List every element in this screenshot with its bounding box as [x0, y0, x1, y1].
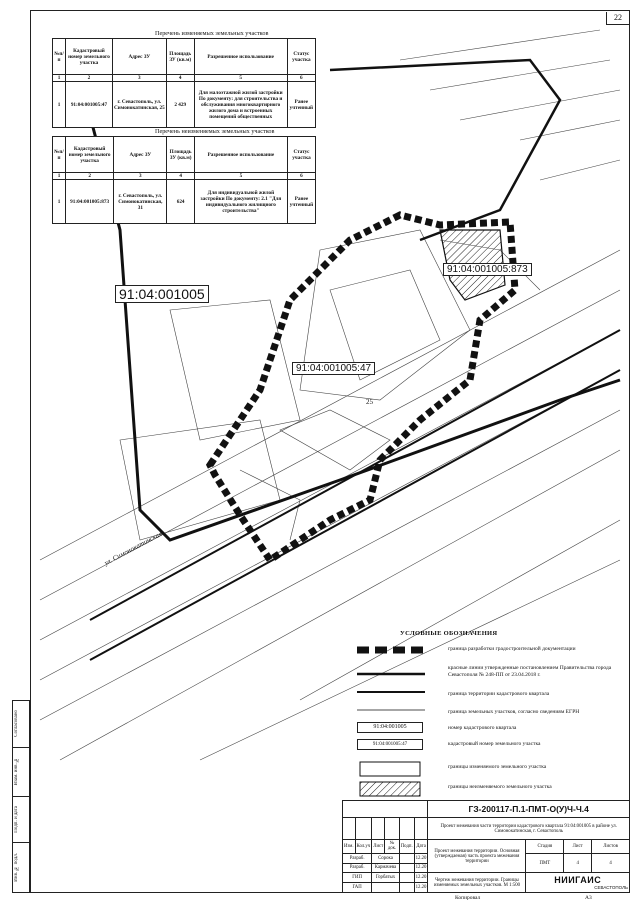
date: 12.20 [414, 883, 428, 893]
col-header: Статус участка [287, 39, 315, 75]
date: 12.20 [414, 853, 428, 863]
col-number: 3 [114, 173, 167, 180]
col-header: Кадастровый номер земельного участка [65, 137, 113, 173]
col-number: 4 [167, 173, 195, 180]
col-number: 2 [65, 173, 113, 180]
project-title: Проект межевания части территории кадастрового квартала 91:04:001005 в районе ул. Симонокатинская, г. Севастополь [428, 818, 630, 840]
sheet-label: Лист [564, 840, 592, 853]
col-number: 4 [166, 75, 194, 82]
col-header: №п/п [53, 137, 66, 173]
title-block [342, 800, 630, 893]
quarter-number-label: 91:04:001005 [115, 285, 209, 303]
legend-item: номер кадастрового квартала [448, 725, 517, 731]
col-header: Кол.уч [355, 840, 372, 853]
legend-title: УСЛОВНЫЕ ОБОЗНАЧЕНИЯ [400, 630, 498, 637]
name: Горбатых [372, 873, 399, 883]
table-changed [52, 38, 316, 128]
sheets-value: 4 [592, 853, 630, 873]
col-number: 1 [53, 173, 66, 180]
org-name: НИИГАИС [554, 875, 602, 886]
sheet-number: 22 [606, 12, 629, 25]
col-header: Дата [414, 840, 428, 853]
col-number: 1 [53, 75, 66, 82]
legend-item: кадастровый номер земельного участка [448, 741, 541, 747]
side-strip [12, 700, 30, 893]
sheet-value: 4 [564, 853, 592, 873]
date: 12.20 [414, 873, 428, 883]
name: Сорока [372, 853, 399, 863]
table-row: 1 91:04:001005:873 г. Севастополь, ул. Симонокатинская, 31 624 Для индивидуальной жилой застройки По документу: 2.1 "Для индивидуального жилищного строительства" Ранее учтенный [53, 180, 316, 224]
format-label: А3 [585, 895, 592, 901]
drawing-title: Чертеж межевания территории. Границы изменяемых земельных участков. М 1:500 [428, 873, 526, 893]
stage-label: Стадия [526, 840, 564, 853]
col-header: Разрешенное использование [194, 39, 287, 75]
col-header: Лист [372, 840, 385, 853]
legend-quarter-sample: 91:04:001005 [357, 722, 423, 733]
legend-item: граница разработки градостроительной документации [448, 646, 576, 652]
col-header: № док. [385, 840, 399, 853]
copied-label: Копировал [455, 895, 481, 901]
street-label: ул. Симонокатинская [103, 529, 164, 568]
col-header: Кадастровый номер земельного участка [66, 39, 113, 75]
legend-parcel-sample: 91:04:001005:47 [357, 739, 423, 750]
col-header: Подп. [399, 840, 414, 853]
legend-item: границы изменяемого земельного участка [448, 764, 547, 770]
parcel-47-label: 91:04:001005:47 [292, 362, 375, 375]
col-number: 3 [112, 75, 166, 82]
col-number: 5 [194, 173, 287, 180]
name [372, 883, 399, 893]
col-header: Адрес ЗУ [112, 39, 166, 75]
col-header: Адрес ЗУ [114, 137, 167, 173]
role: Разраб. [343, 863, 372, 873]
document-code: ГЗ-200117-П.1-ПМТ-О(У)Ч-Ч.4 [428, 801, 630, 818]
legend-item: граница земельных участков, согласно сведениям ЕГРН [448, 709, 580, 715]
col-header: Площадь ЗУ (кв.м) [166, 39, 194, 75]
parcel-boundary-line [330, 60, 560, 240]
name: Кармачева [372, 863, 399, 873]
col-number: 5 [194, 75, 287, 82]
col-number: 2 [66, 75, 113, 82]
section-title: Проект межевания территории. Основная (утверждаемая) часть проекта межевания территории [428, 840, 526, 873]
col-header: Площадь ЗУ (кв.м) [167, 137, 195, 173]
col-header: Разрешенное использование [194, 137, 287, 173]
role: Разраб. [343, 853, 372, 863]
sheets-label: Листов [592, 840, 630, 853]
parcel-873-label: 91:04:001005:873 [443, 263, 532, 276]
legend-symbols [355, 640, 435, 800]
col-number: 6 [287, 173, 315, 180]
col-header: Статус участка [287, 137, 315, 173]
organization-logo [526, 873, 630, 893]
table-unchanged-caption: Перечень неизменяемых земельных участков [155, 128, 275, 135]
table-row: 1 91:04:001005:47 г. Севастополь, ул. Симонокатинская, 25 2 429 Для малоэтажной жилой застройки По документу: для строительства и обслуживания многоквартирного жилого дома и встроенных помещений общественных Ранее учтенный [53, 82, 316, 128]
side-strip-label: Подп. и дата [14, 806, 19, 833]
role: ГИП [343, 873, 372, 883]
table-unchanged [52, 136, 316, 224]
legend-item: граница территории кадастрового квартала [448, 691, 550, 697]
stage-value: ПМТ [526, 853, 564, 873]
contour-label: 25 [366, 398, 373, 406]
date: 12.20 [414, 863, 428, 873]
side-strip-label: Согласовано [14, 710, 19, 738]
col-header: Изм. [343, 840, 356, 853]
table-changed-caption: Перечень изменяемых земельных участков [155, 30, 269, 37]
legend-item: красные линии утвержденные постановлением Правительства города Севастополя № 248-ПП от 23.04.2018 г. [448, 665, 612, 678]
side-strip-label: Инв. № подл. [14, 853, 19, 883]
col-number: 6 [287, 75, 315, 82]
role: ГАП [343, 883, 372, 893]
col-header: №п/п [53, 39, 66, 75]
side-strip-label: Взам. инв. № [14, 757, 19, 786]
red-line [90, 370, 620, 660]
legend-item: границы неизменяемого земельного участка [448, 784, 552, 790]
org-city: СЕВАСТОПОЛЬ [594, 885, 628, 891]
